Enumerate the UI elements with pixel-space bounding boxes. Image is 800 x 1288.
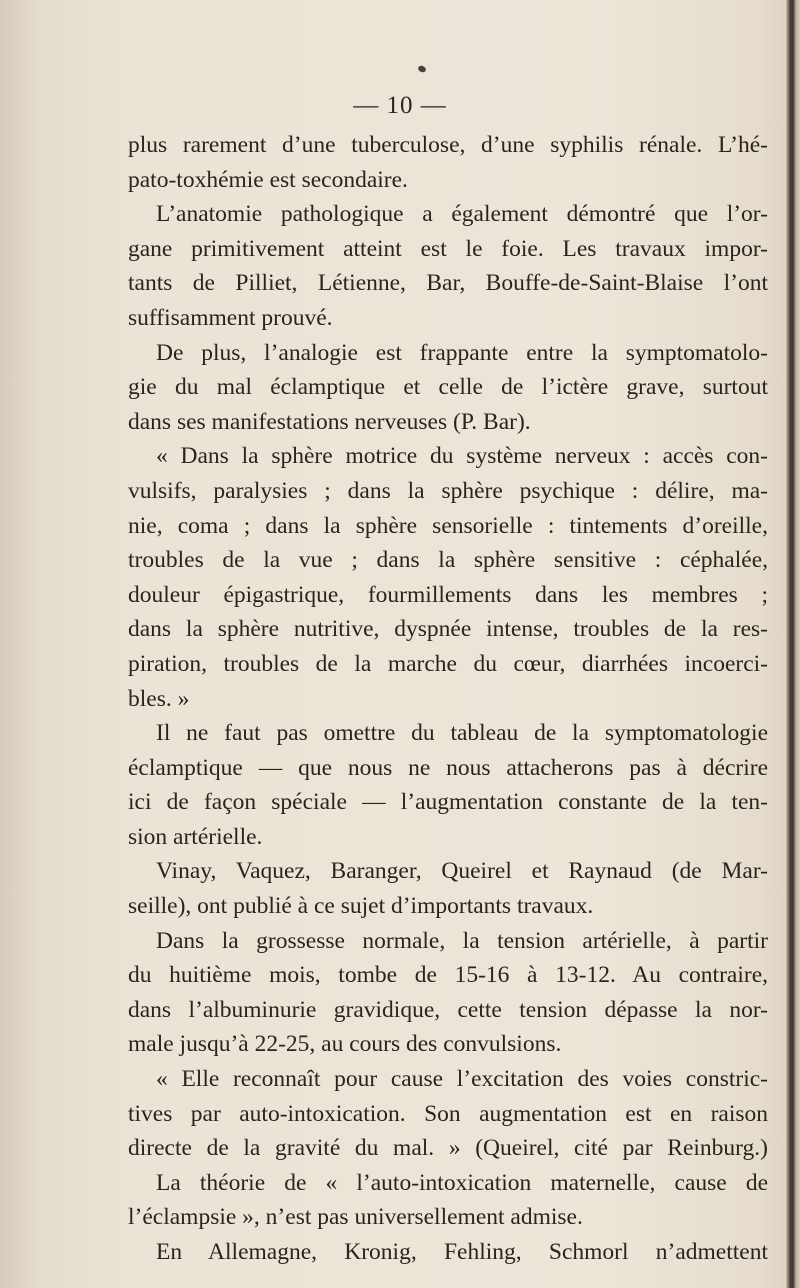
text-line: En Allemagne, Kronig, Fehling, Schmorl n’admettent — [156, 1239, 768, 1265]
text-line: piration, troubles de la marche du cœur, diarrhées incoerci- — [128, 650, 768, 677]
text-line: « Elle reconnaît pour cause l’excitation des voies constric- — [156, 1066, 768, 1093]
text-line: nie, coma ; dans la sphère sensorielle : tintements d’oreille, — [128, 512, 768, 539]
text-line: male jusqu’à 22-25, au cours des convulsions. — [128, 1031, 562, 1058]
text-line: L’anatomie pathologique a également démontré que l’or- — [156, 201, 768, 228]
text-line: bles. » — [128, 685, 190, 712]
text-line: gane primitivement atteint est le foie. Les travaux impor- — [128, 235, 768, 262]
text-line: ici de façon spéciale — l’augmentation constante de la ten- — [128, 789, 768, 816]
page-number: — 10 — — [353, 92, 447, 119]
text-line: dans l’albuminurie gravidique, cette tension dépasse la nor- — [128, 996, 768, 1023]
text-line: troubles de la vue ; dans la sphère sensitive : céphalée, — [128, 547, 768, 574]
text-line: douleur épigastrique, fourmillements dans les membres ; — [128, 581, 768, 608]
text-line: directe de la gravité du mal. » (Queirel, cité par Reinburg.) — [128, 1135, 768, 1162]
text-line: De plus, l’analogie est frappante entre la symptomatolo- — [156, 339, 768, 366]
text-line: seille), ont publié à ce sujet d’importants travaux. — [128, 893, 594, 920]
ink-spot — [417, 65, 427, 74]
text-line: dans la sphère nutritive, dyspnée intense, troubles de la res- — [128, 616, 768, 643]
body-text — [128, 128, 768, 1270]
text-line: Dans la grossesse normale, la tension artérielle, à partir — [156, 927, 768, 954]
text-line: du huitième mois, tombe de 15-16 à 13-12. Au contraire, — [128, 962, 768, 989]
text-line: gie du mal éclamptique et celle de l’ictère grave, surtout — [128, 374, 768, 401]
text-line: sion artérielle. — [128, 823, 263, 850]
text-line: l’éclampsie », n’est pas universellement admise. — [128, 1204, 583, 1231]
text-line: tives par auto-intoxication. Son augmentation est en raison — [128, 1100, 768, 1127]
text-line: « Dans la sphère motrice du système nerveux : accès con- — [156, 443, 768, 470]
text-line: Il ne faut pas omettre du tableau de la symptomatologie — [156, 720, 768, 747]
page-binding-edge — [786, 0, 800, 1288]
text-line: Vinay, Vaquez, Baranger, Queirel et Raynaud (de Mar- — [156, 858, 768, 885]
text-line: tants de Pilliet, Létienne, Bar, Bouffe-de-Saint-Blaise l’ont — [128, 270, 768, 297]
text-line: éclamptique — que nous ne nous attacherons pas à décrire — [128, 754, 768, 781]
text-line: dans ses manifestations nerveuses (P. Bar). — [128, 408, 531, 435]
text-line: vulsifs, paralysies ; dans la sphère psychique : délire, ma- — [128, 477, 768, 504]
text-line: La théorie de « l’auto-intoxication maternelle, cause de — [156, 1169, 768, 1196]
text-line: plus rarement d’une tuberculose, d’une syphilis rénale. L’hé- — [128, 132, 768, 158]
text-line: pato-toxhémie est secondaire. — [128, 166, 408, 193]
text-line: suffisamment prouvé. — [128, 304, 333, 331]
